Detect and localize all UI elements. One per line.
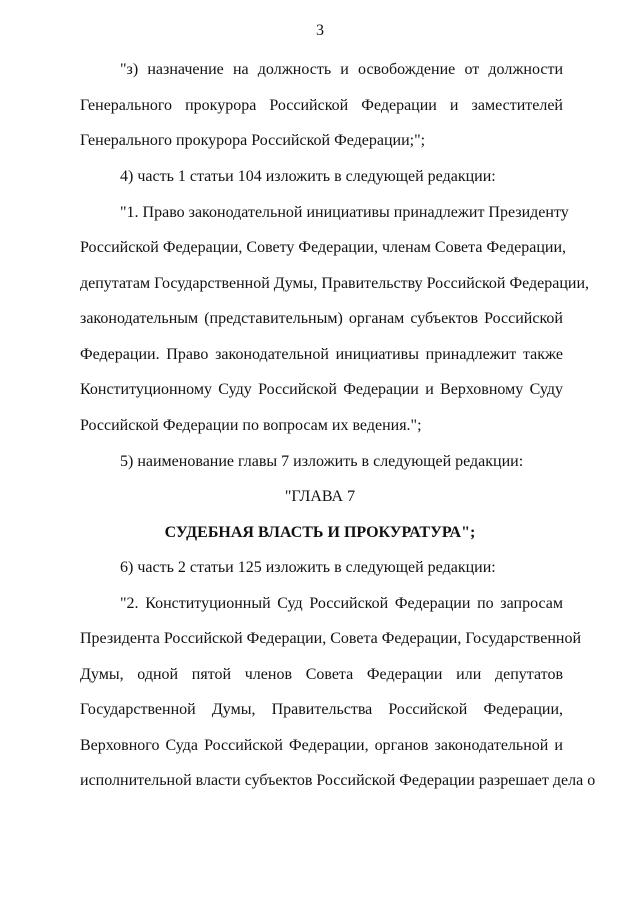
paragraph-line: Верховного Суда Российской Федерации, органов законодательной и bbox=[80, 737, 563, 754]
paragraph-line: Думы, одной пятой членов Совета Федерации или депутатов bbox=[80, 666, 563, 683]
paragraph-line: 6) часть 2 статьи 125 изложить в следующей редакции: bbox=[120, 559, 496, 576]
paragraph-line: Российской Федерации, Совету Федерации, членам Совета Федерации, bbox=[80, 239, 566, 256]
paragraph-line: Генерального прокурора Российской Федерации и заместителей bbox=[80, 97, 563, 114]
paragraph-line: "1. Право законодательной инициативы принадлежит Президенту bbox=[120, 204, 569, 221]
paragraph-line: Конституционному Суду Российской Федерации и Верховному Суду bbox=[80, 381, 563, 398]
paragraph-line: Российской Федерации по вопросам их ведения."; bbox=[80, 417, 422, 434]
paragraph-line: 4) часть 1 статьи 104 изложить в следующей редакции: bbox=[120, 168, 496, 185]
page-number: 3 bbox=[316, 22, 324, 39]
paragraph-line: депутатам Государственной Думы, Правительству Российской Федерации, bbox=[80, 275, 590, 292]
paragraph-line: Государственной Думы, Правительства Российской Федерации, bbox=[80, 701, 563, 718]
paragraph-line: 5) наименование главы 7 изложить в следующей редакции: bbox=[120, 453, 524, 470]
paragraph-line: "з) назначение на должность и освобождение от должности bbox=[120, 61, 563, 78]
paragraph-line: Президента Российской Федерации, Совета Федерации, Государственной bbox=[80, 630, 582, 647]
chapter-subtitle: СУДЕБНАЯ ВЛАСТЬ И ПРОКУРАТУРА"; bbox=[164, 524, 476, 541]
paragraph-line: Федерации. Право законодательной инициативы принадлежит также bbox=[80, 346, 563, 363]
paragraph-line: "2. Конституционный Суд Российской Федерации по запросам bbox=[120, 595, 563, 612]
chapter-title: "ГЛАВА 7 bbox=[284, 488, 356, 505]
paragraph-line: исполнительной власти субъектов Российской Федерации разрешает дела о bbox=[80, 772, 596, 789]
paragraph-line: законодательным (представительным) органам субъектов Российской bbox=[80, 310, 563, 327]
paragraph-line: Генерального прокурора Российской Федерации;"; bbox=[80, 132, 426, 149]
